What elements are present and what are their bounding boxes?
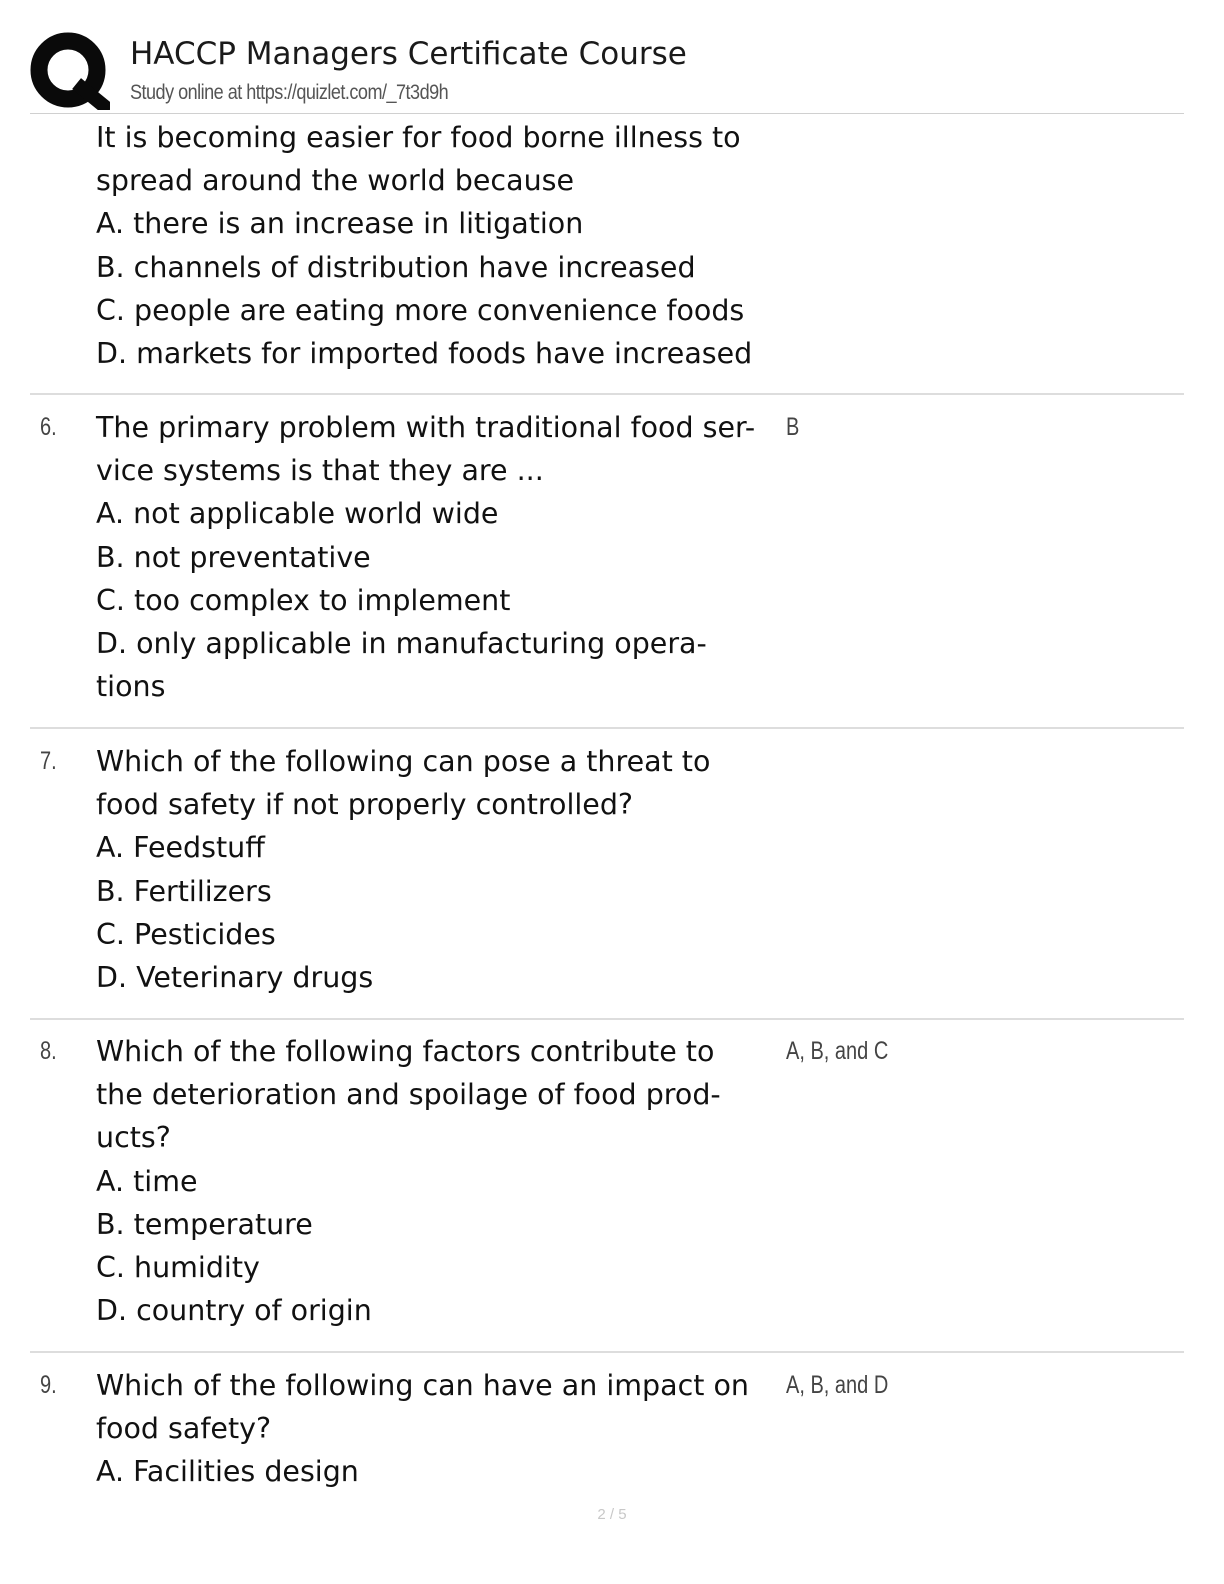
term-line: D. only applicable in manufacturing opera- <box>96 627 707 661</box>
page-header <box>30 30 1184 114</box>
card-number: 7. <box>40 747 57 775</box>
term-line: B. temperature <box>96 1207 313 1241</box>
term-line: A. time <box>96 1164 198 1198</box>
term-line: C. Pesticides <box>96 917 276 951</box>
quizlet-logo-icon <box>30 32 110 110</box>
term-line: the deterioration and spoilage of food prod- <box>96 1078 721 1112</box>
term-line: Which of the following factors contribute to <box>96 1035 715 1068</box>
card-term <box>96 1030 786 1332</box>
card-term <box>96 406 786 708</box>
term-line: B. not preventative <box>96 540 371 574</box>
term-line: vice systems is that they are ... <box>96 454 544 488</box>
term-line: A. Feedstuff <box>96 831 265 865</box>
card-answer: A, B, and D <box>786 1371 889 1399</box>
term-line: D. Veterinary drugs <box>96 961 374 995</box>
term-line: A. Facilities design <box>96 1455 359 1489</box>
term-line: C. too complex to implement <box>96 583 511 617</box>
term-line: D. markets for imported foods have increased <box>96 337 753 371</box>
card-term <box>96 740 786 999</box>
term-line: Which of the following can have an impact on <box>96 1369 749 1402</box>
term-line: The primary problem with traditional food ser- <box>96 411 756 444</box>
term-line: A. not applicable world wide <box>96 497 499 531</box>
card-divider <box>30 1351 1184 1353</box>
card-number: 9. <box>40 1371 57 1399</box>
card-number: 6. <box>40 413 57 441</box>
card-term <box>96 116 786 375</box>
term-line: A. there is an increase in litigation <box>96 207 584 241</box>
term-line: tions <box>96 670 166 704</box>
card-divider <box>30 727 1184 729</box>
term-line: ucts? <box>96 1121 171 1155</box>
term-line: C. people are eating more convenience foods <box>96 293 745 327</box>
page-title: HACCP Managers Certificate Course <box>130 36 687 72</box>
card-answer: B <box>786 413 800 441</box>
term-line: It is becoming easier for food borne illness to <box>96 121 741 154</box>
term-line: food safety? <box>96 1412 272 1446</box>
study-link[interactable]: Study online at https://quizlet.com/_7t3d9h <box>130 81 449 104</box>
card-divider <box>30 1018 1184 1020</box>
card-number: 8. <box>40 1037 57 1065</box>
card-term <box>96 1364 786 1494</box>
term-line: B. channels of distribution have increased <box>96 250 696 284</box>
term-line: C. humidity <box>96 1251 260 1285</box>
term-line: spread around the world because <box>96 164 575 198</box>
header-divider <box>30 113 1184 114</box>
term-line: B. Fertilizers <box>96 874 272 908</box>
term-line: food safety if not properly controlled? <box>96 788 634 822</box>
page-number: 2 / 5 <box>597 1506 627 1523</box>
term-line: Which of the following can pose a threat to <box>96 745 711 778</box>
card-answer: A, B, and C <box>786 1037 889 1065</box>
card-divider <box>30 393 1184 395</box>
term-line: D. country of origin <box>96 1294 372 1328</box>
